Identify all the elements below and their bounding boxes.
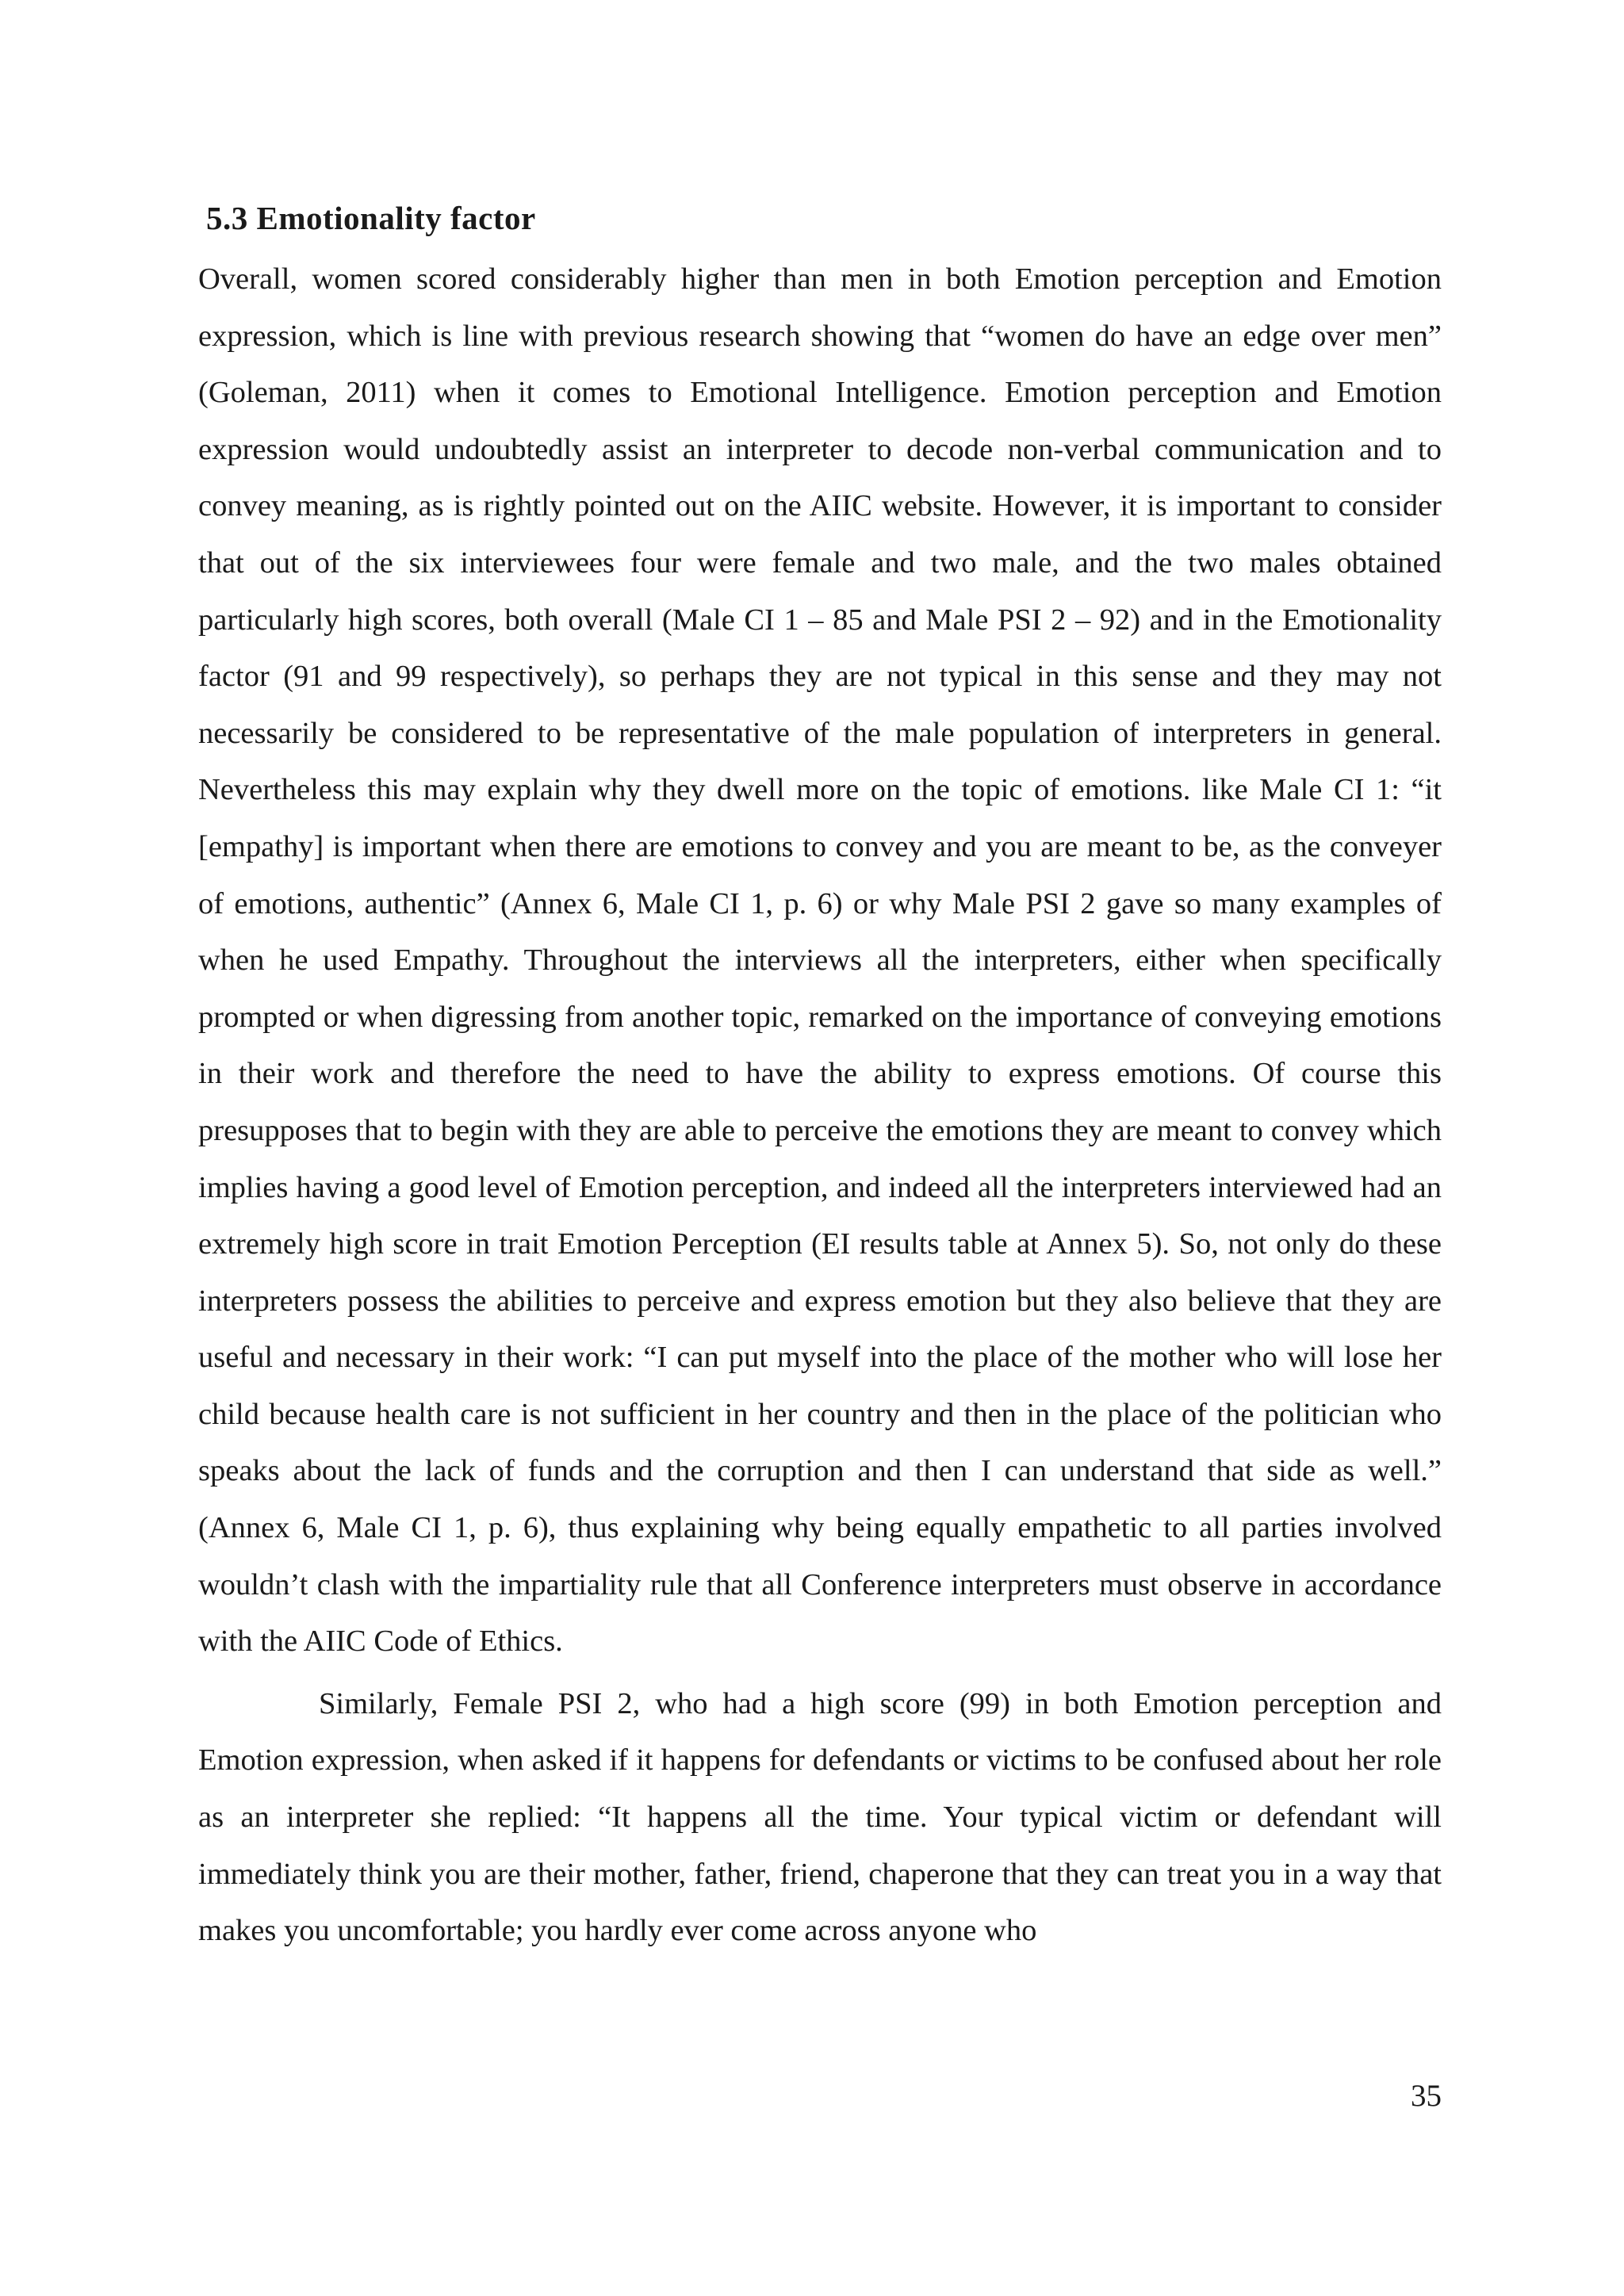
section-heading: 5.3 Emotionality factor xyxy=(206,200,536,236)
body-text xyxy=(198,251,1442,1960)
paragraph-2: Similarly, Female PSI 2, who had a high score (99) in both Emotion perception and Emotion expression, when asked if it happens for defendants or victims to be confused about her role as an interpreter she replied: “It happens all the time. Your typical victim or defendant will immediately think you are their mother, father, friend, chaperone that they can treat you in a way that makes you uncomfortable; you hardly ever come across anyone who xyxy=(198,1686,1442,1948)
page-number: 35 xyxy=(1411,2079,1442,2113)
paragraph-1: Overall, women scored considerably higher than men in both Emotion perception and Emotion expression, which is line with previous research showing that “women do have an edge over men” (Goleman, 2011) when it comes to Emotional Intelligence. Emotion perception and Emotion expression would undoubtedly assist an interpreter to decode non-verbal communication and to convey meaning, as is rightly pointed out on the AIIC website. However, it is important to consider that out of the six interviewees four were female and two male, and the two males obtained particularly high scores, both overall (Male CI 1 – 85 and Male PSI 2 – 92) and in the Emotionality factor (91 and 99 respectively), so perhaps they are not typical in this sense and they may not necessarily be considered to be representative of the male population of interpreters in general. Nevertheless this may explain why they dwell more on the topic of emotions. like Male CI 1: “it [empathy] is important when there are emotions to convey and you are meant to be, as the conveyer of emotions, authentic” (Annex 6, Male CI 1, p. 6) or why Male PSI 2 gave so many examples of when he used Empathy. Throughout the interviews all the interpreters, either when specifically prompted or when digressing from another topic, remarked on the importance of conveying emotions in their work and therefore the need to have the ability to express emotions. Of course this presupposes that to begin with they are able to perceive the emotions they are meant to convey which implies having a good level of Emotion perception, and indeed all the interpreters interviewed had an extremely high score in trait Emotion Perception (EI results table at Annex 5). So, not only do these interpreters possess the abilities to perceive and express emotion but they also believe that they are useful and necessary in their work: “I can put myself into the place of the mother who will lose her child because health care is not sufficient in her country and then in the place of the politician who speaks about the lack of funds and the corruption and then I can understand that side as well.” (Annex 6, Male CI 1, p. 6), thus explaining why being equally empathetic to all parties involved wouldn’t clash with the impartiality rule that all Conference interpreters must observe in accordance with the AIIC Code of Ethics. xyxy=(198,262,1442,1659)
